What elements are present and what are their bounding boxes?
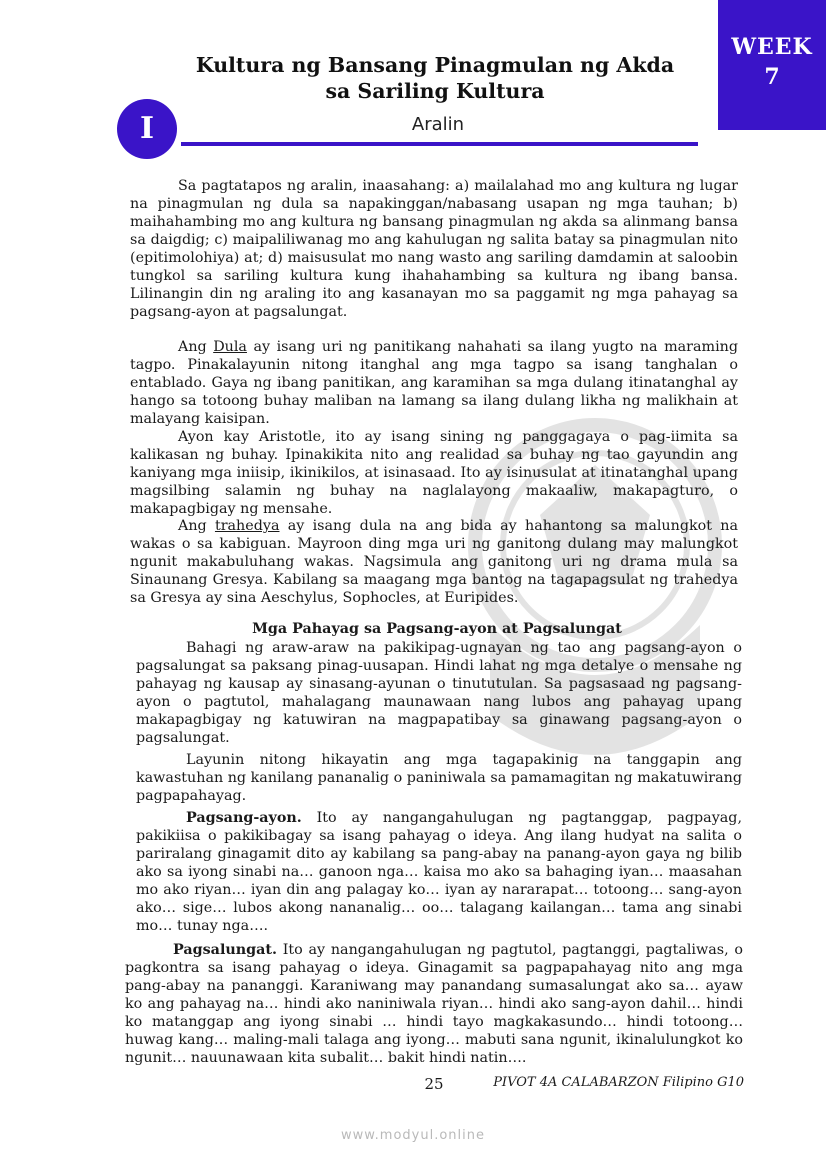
week-badge bbox=[718, 0, 826, 130]
footer-source: PIVOT 4A CALABARZON Filipino G10 bbox=[493, 1075, 744, 1090]
trahedya-lead: Ang bbox=[178, 518, 215, 534]
layunin-paragraph: Layunin nitong hikayatin ang mga tagapakinig na tanggapin ang kawastuhan ng kanilang pananalig o paniniwala sa pamamagitan ng makatuwirang pagpapahayag. bbox=[136, 752, 743, 804]
dula-lead: Ang bbox=[178, 339, 214, 355]
lesson-title bbox=[180, 52, 690, 104]
trahedya-term: trahedya bbox=[214, 518, 280, 534]
page-number: 25 bbox=[424, 1075, 444, 1093]
bahagi-paragraph: Bahagi ng araw-araw na pakikipag-ugnayan ng tao ang pagsang-ayon o pagsalungat sa paksang pinag-uusapan. Hindi lahat ng mga detalye o mensahe ng pahayag ng kausap ay sinasang-ayunan o tinututulan. Sa pagsasaad ng pagsang-ayon o pagtutol, mahalagang maunawaan nang lubos ang pahayag upang makapagbigay ng katuwiran na magpapatibay sa ginawang pagsang-ayon o pagsalungat. bbox=[136, 640, 742, 746]
week-label: WEEK bbox=[731, 34, 813, 60]
dula-term: Dula bbox=[213, 339, 247, 355]
pagsangayon-rest: Ito ay nangangahulugan ng pagtanggap, pagpayag, pakikiisa o pakikibagay sa isang pahayag o ideya. Ang ilang hudyat na salita o pariralang ginagamit dito ay kabilang sa pang-abay na panang-ayon gaya ng bilib ako sa iyong sinabi na… ganoon nga… kaisa mo ako sa bahaging iyan… maasahan mo ako riyan… iyan din ang palagay ko… iyan ay nararapat… totoong… sang-ayon ako… sige… lubos akong nananalig… oo… talagang kailangan… tama ang sinabi mo… tunay nga…. bbox=[136, 810, 742, 934]
section-name: Aralin bbox=[411, 114, 465, 135]
website-watermark: www.modyul.online bbox=[340, 1128, 486, 1143]
pagsangayon-paragraph bbox=[136, 809, 742, 935]
trahedya-paragraph bbox=[130, 517, 738, 607]
pagsalungat-term: Pagsalungat. bbox=[173, 942, 278, 958]
section-letter-badge: I bbox=[117, 99, 177, 159]
subheading: Mga Pahayag sa Pagsang-ayon at Pagsalungat bbox=[252, 621, 622, 637]
week-number: 7 bbox=[764, 64, 780, 90]
trahedya-rest: ay isang dula na ang bida ay hahantong sa malungkot na wakas o sa kabiguan. Mayroon ding mga uri ng ganitong dulang may malungkot ngunit makabuluhang wakas. Nagsimula ang ganitong uri ng drama mula sa Sinaunang Gresya. Kabilang sa maagang mga bantog na tagapagsulat ng trahedya sa Gresya ay sina Aeschylus, Sophocles, at Euripides. bbox=[130, 518, 739, 606]
dula-rest: ay isang uri ng panitikang nahahati sa ilang yugto na maraming tagpo. Pinakalayunin nitong itanghal ang mga tagpo sa isang tanghalan o entablado. Gaya ng ibang panitikan, ang karamihan sa mga dulang itinatanghal ay hango sa totoong buhay maliban na lamang sa ilang dulang likha ng malikhain at malayang kaisipan. bbox=[130, 339, 738, 427]
pagsalungat-rest: Ito ay nangangahulugan ng pagtutol, pagtanggi, pagtaliwas, o pagkontra sa isang pahayag o ideya. Ginagamit sa pagpapahayag nito ang mga pang-abay na pananggi. Karaniwang may panandang sumasalungat ako sa… ayaw ko ang pahayag na… hindi ako naniniwala riyan… hindi ako sang-ayon dahil… hindi ko matanggap ang iyong sinabi … hindi tayo magkakasundo… hindi totoong… huwag kang… maling-mali talaga ang iyong… mabuti sana ngunit, ikinalulungkot ko ngunit… nauunawaan kita subalit… bakit hindi natin…. bbox=[125, 942, 743, 1066]
pagsangayon-term: Pagsang-ayon. bbox=[186, 810, 302, 826]
aristotle-paragraph: Ayon kay Aristotle, ito ay isang sining ng panggagaya o pag-iimita sa kalikasan ng buhay. Ipinakikita nito ang realidad sa buhay ng tao gayundin ang kaniyang mga iniisip, ikinikilos, at isinasaad. Ito ay isinusulat at itinatanghal upang magsilbing salamin ng buhay na naglalayong makaaliw, makapagturo, o makapagbigay ng mensahe. bbox=[130, 429, 738, 517]
lesson-title-line2: sa Sariling Kultura bbox=[325, 79, 545, 103]
lesson-title-line1: Kultura ng Bansang Pinagmulan ng Akda bbox=[195, 53, 675, 77]
dula-paragraph bbox=[130, 338, 738, 428]
header-divider bbox=[181, 142, 698, 146]
intro-paragraph: Sa pagtatapos ng aralin, inaasahang: a) mailalahad mo ang kultura ng lugar na pinagmulan ng dula sa napakinggan/nabasang usapan ng mga tauhan; b) maihahambing mo ang kultura ng bansang pinagmulan ng akda sa alinmang bansa sa daigdig; c) maipaliliwanag mo ang kahulugan ng salita batay sa pinagmulan nito (epitimolohiya) at; d) maisusulat mo nang wasto ang sariling damdamin at saloobin tungkol sa sariling kultura kung ihahahambing sa kultura ng ibang bansa. Lilinangin din ng araling ito ang kasanayan mo sa paggamit ng mga pahayag sa pagsang-ayon at pagsalungat. bbox=[130, 178, 738, 320]
pagsalungat-paragraph bbox=[125, 941, 743, 1067]
